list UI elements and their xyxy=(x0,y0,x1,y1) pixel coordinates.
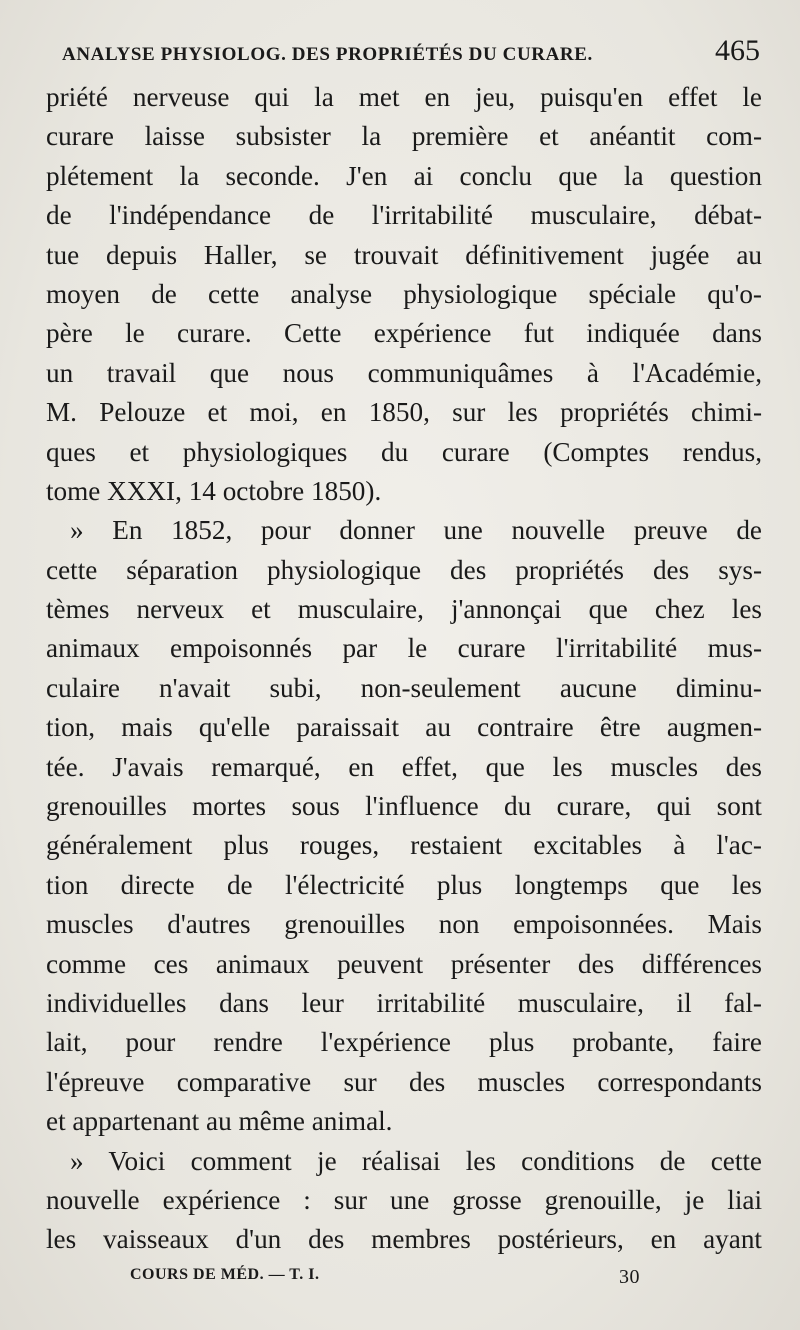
signature-mark: 30 xyxy=(619,1266,640,1288)
page-number: 465 xyxy=(715,34,760,67)
text-line: nouvelle expérience : sur une grosse grenouille, je liai xyxy=(46,1184,762,1215)
body-text xyxy=(46,78,762,1260)
text-line: tèmes nerveux et musculaire, j'annonçai que chez les xyxy=(46,594,762,625)
text-line: moyen de cette analyse physiologique spéciale qu'o- xyxy=(46,278,762,309)
text-line: tion directe de l'électricité plus longtemps que les xyxy=(46,869,762,900)
text-line: comme ces animaux peuvent présenter des différences xyxy=(46,948,762,979)
text-line: ques et physiologiques du curare (Comptes rendus, xyxy=(46,436,762,467)
text-line: curare laisse subsister la première et anéantit com- xyxy=(46,121,762,152)
text-line: l'épreuve comparative sur des muscles correspondants xyxy=(46,1066,762,1097)
text-line: et appartenant au même animal. xyxy=(46,1106,393,1137)
text-line: individuelles dans leur irritabilité musculaire, il fal- xyxy=(46,987,762,1018)
text-line: » Voici comment je réalisai les conditions de cette xyxy=(70,1145,762,1176)
text-line: plétement la seconde. J'en ai conclu que la question xyxy=(46,160,762,191)
text-line: un travail que nous communiquâmes à l'Académie, xyxy=(46,357,762,388)
text-line: lait, pour rendre l'expérience plus probante, faire xyxy=(46,1027,762,1058)
text-line: tue depuis Haller, se trouvait définitivement jugée au xyxy=(46,239,762,270)
text-line: M. Pelouze et moi, en 1850, sur les propriétés chimi- xyxy=(46,397,762,428)
text-line: » En 1852, pour donner une nouvelle preuve de xyxy=(70,515,762,546)
text-line: cette séparation physiologique des propriétés des sys- xyxy=(46,554,762,585)
text-line: tome XXXI, 14 octobre 1850). xyxy=(46,475,382,506)
page-header xyxy=(62,36,760,68)
text-line: animaux empoisonnés par le curare l'irritabilité mus- xyxy=(46,633,762,664)
text-line: muscles d'autres grenouilles non empoisonnées. Mais xyxy=(46,909,762,940)
running-head: ANALYSE PHYSIOLOG. DES PROPRIÉTÉS DU CURARE. xyxy=(62,44,593,65)
text-line: tée. J'avais remarqué, en effet, que les muscles des xyxy=(46,751,762,782)
text-line: culaire n'avait subi, non-seulement aucune diminu- xyxy=(46,672,762,703)
page-footer xyxy=(130,1266,650,1289)
text-line: père le curare. Cette expérience fut indiquée dans xyxy=(46,318,762,349)
text-line: tion, mais qu'elle paraissait au contraire être augmen- xyxy=(46,712,762,743)
text-line: les vaisseaux d'un des membres postérieurs, en ayant xyxy=(46,1224,762,1255)
text-line: de l'indépendance de l'irritabilité musculaire, débat- xyxy=(46,200,762,231)
text-line: généralement plus rouges, restaient excitables à l'ac- xyxy=(46,830,762,861)
text-line: priété nerveuse qui la met en jeu, puisqu'en effet le xyxy=(46,82,762,112)
text-line: grenouilles mortes sous l'influence du curare, qui sont xyxy=(46,791,762,822)
footer-title: COURS DE MÉD. — T. I. xyxy=(130,1266,320,1283)
